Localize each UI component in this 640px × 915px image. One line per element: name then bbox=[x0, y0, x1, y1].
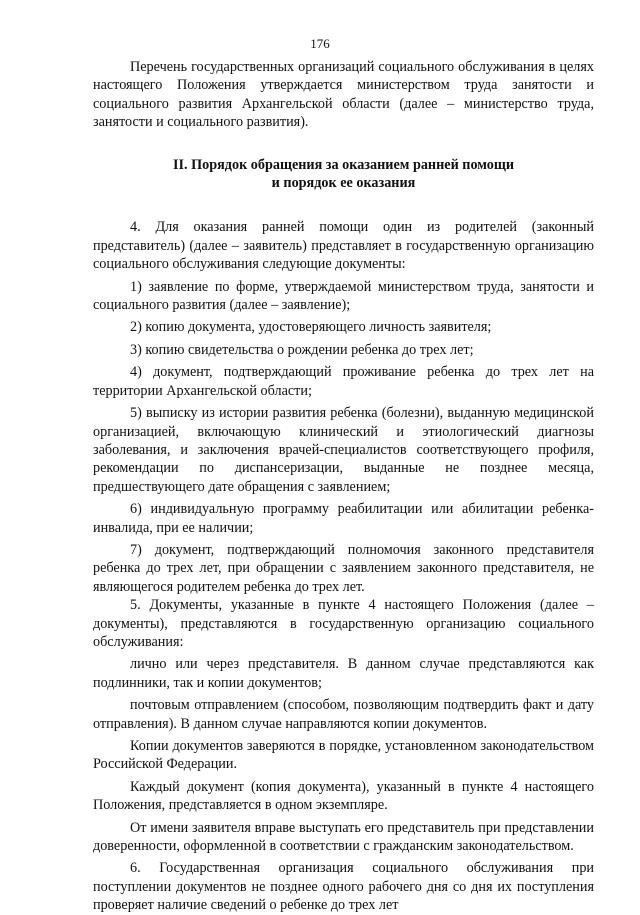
paragraph-in-person: лично или через представителя. В данном случае представляются как подлинники, так и копии документов; bbox=[93, 656, 594, 691]
list-item-3: 3) копию свидетельства о рождении ребенка до трех лет; bbox=[130, 341, 474, 358]
section-heading-line-1: II. Порядок обращения за оказанием ранней помощи bbox=[172, 156, 515, 173]
paragraph-single-copy: Каждый документ (копия документа), указанный в пункте 4 настоящего Положения, представляется в одном экземпляре. bbox=[93, 778, 594, 814]
paragraph-by-mail: почтовым отправлением (способом, позволяющим подтвердить факт и дату отправления). В данном случае направляются копии документов. bbox=[93, 697, 594, 732]
section-heading bbox=[93, 156, 594, 193]
list-item-6: 6) индивидуальную программу реабилитации или абилитации ребенка-инвалида, при ее наличии; bbox=[93, 501, 594, 536]
page-number: 176 bbox=[310, 36, 330, 51]
document-body bbox=[93, 58, 594, 915]
paragraph-representative: От имени заявителя вправе выступать его представитель при представлении доверенности, оформленной в соответствии с гражданским законодательством. bbox=[93, 819, 594, 855]
paragraph-item-5: 5. Документы, указанные в пункте 4 настоящего Положения (далее – документы), представляются в государственную организацию социального обслуживания: bbox=[93, 597, 594, 650]
paragraph-copies-certified: Копии документов заверяются в порядке, установленном законодательством Российской Федерации. bbox=[93, 738, 594, 773]
section-heading-line-2: и порядок ее оказания bbox=[271, 175, 416, 192]
list-item-7: 7) документ, подтверждающий полномочия законного представителя ребенка до трех лет, при обращении с заявлением законного представителя, не являющегося родителем ребенка до трех лет. bbox=[93, 541, 594, 595]
list-item-2: 2) копию документа, удостоверяющего личность заявителя; bbox=[130, 319, 492, 336]
list-item-5: 5) выписку из истории развития ребенка (болезни), выданную медицинской организацией, включающую клинический и этиологический диагнозы заболевания, и заключения врачей-специалистов соответствующего профиля, рекомендации по диспансеризации, выданные не позднее месяца, предшествующего дате обращения с заявлением; bbox=[93, 405, 594, 495]
paragraph-item-4: 4. Для оказания ранней помощи один из родителей (законный представитель) (далее – заявитель) представляет в государственную организацию социального обслуживания следующие документы: bbox=[93, 219, 594, 273]
list-item-4: 4) документ, подтверждающий проживание ребенка до трех лет на территории Архангельской области; bbox=[93, 364, 594, 399]
list-item-1: 1) заявление по форме, утверждаемой министерством труда, занятости и социального развития (далее – заявление); bbox=[93, 278, 594, 314]
intro-paragraph: Перечень государственных организаций социального обслуживания в целях настоящего Положения утверждается министерством труда занятости и социального развития Архангельской области (далее – министерство труда, занятости и социального развития). bbox=[93, 59, 594, 131]
paragraph-item-6: 6. Государственная организация социального обслуживания при поступлении документов не позднее одного рабочего дня со дня их поступления проверяет наличие сведений о ребенке до трех лет bbox=[93, 860, 594, 914]
